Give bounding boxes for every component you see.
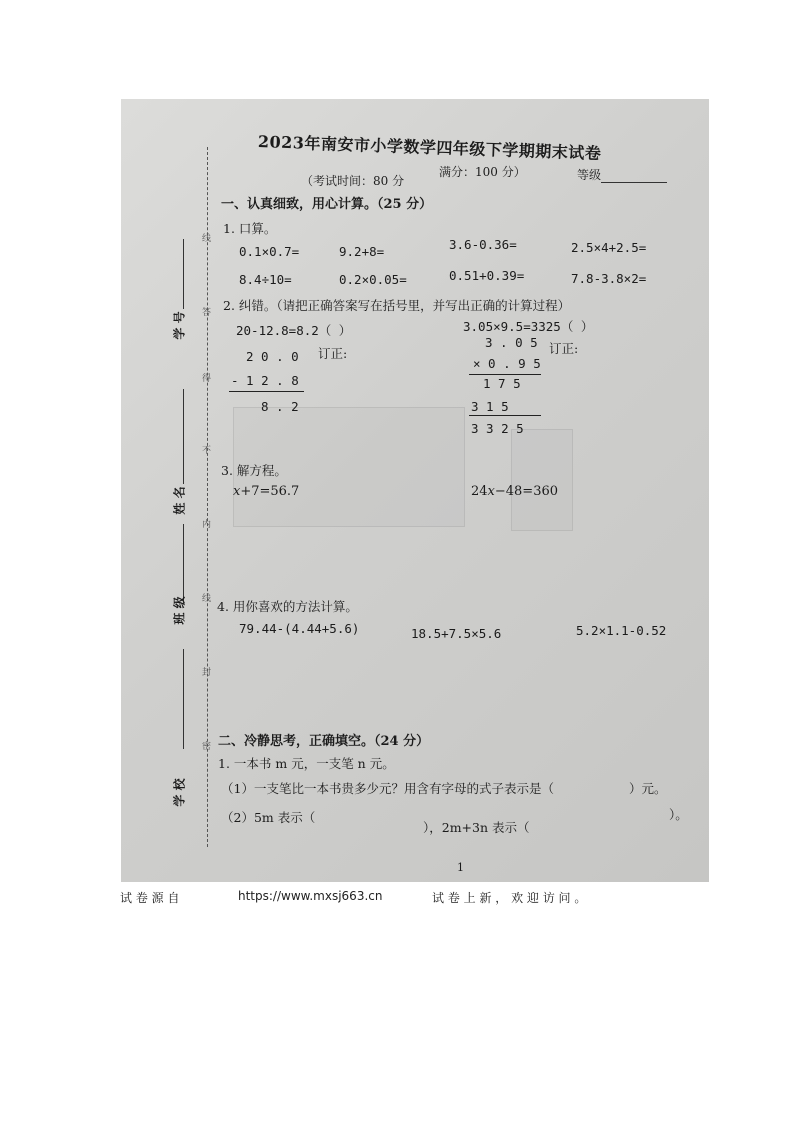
calc-item: 5.2×1.1-0.52 [576, 623, 667, 638]
oral-item: 0.1×0.7= [239, 244, 300, 259]
seal-char: 线 [202, 594, 212, 604]
grade-field [577, 166, 667, 183]
oral-item: 2.5×4+2.5= [571, 240, 647, 255]
vertical-calc-row: × 0 . 9 5 [473, 356, 541, 371]
vertical-calc-row: 3 . 0 5 [485, 335, 538, 350]
correction-left-fix: 订正: [318, 346, 348, 361]
correction-left-expr: 20-12.8=8.2（ ） [236, 323, 352, 338]
oral-item: 7.8-3.8×2= [571, 271, 647, 286]
q3-label: 3. 解方程。 [221, 463, 287, 478]
seal-char: 答 [202, 308, 212, 318]
grade-blank[interactable] [601, 170, 667, 183]
q4-label: 4. 用你喜欢的方法计算。 [217, 599, 358, 614]
vertical-calc-row: 3 3 2 5 [471, 421, 524, 436]
vertical-calc-row: 2 0 . 0 [246, 349, 299, 364]
name-label: 姓 名 [172, 486, 187, 515]
s2-sub2-mid: ），2m+3n 表示（ [423, 820, 530, 835]
correction-right-fix: 订正: [549, 341, 579, 356]
school-line[interactable] [183, 649, 184, 749]
grade-label: 等级 [577, 168, 602, 182]
name-line[interactable] [183, 389, 184, 484]
oral-item: 0.51+0.39= [449, 268, 525, 283]
oral-item: 0.2×0.05= [339, 272, 407, 287]
calc-rule [469, 374, 541, 375]
footer-welcome: 试 卷 上 新 ， 欢 迎 访 问 。 [432, 891, 587, 905]
calc-rule [229, 391, 304, 392]
page-number: 1 [457, 861, 464, 874]
s2-sub2-start: （2）5m 表示（ [221, 810, 316, 825]
full-score: 满分：100 分） [439, 165, 526, 179]
student-id-line[interactable] [183, 239, 184, 309]
equation-1: 𝑥+7=56.7 [233, 484, 300, 499]
section2-heading: 二、冷静思考，正确填空。（24 分） [218, 734, 430, 749]
vertical-calc-row: 1 7 5 [483, 376, 521, 391]
seal-char: 密 [202, 742, 212, 752]
footer-url[interactable]: https://www.mxsj663.cn [238, 889, 383, 903]
seal-char: 得 [202, 374, 212, 384]
class-line[interactable] [183, 524, 184, 604]
q1-label: 1. 口算。 [223, 221, 277, 236]
seal-char: 不 [202, 446, 212, 456]
seal-char: 内 [202, 520, 212, 530]
student-id-label: 学 号 [172, 311, 187, 340]
s2-q1: 1. 一本书 m 元，一支笔 n 元。 [218, 756, 395, 771]
s2-sub2-end: ）。 [669, 807, 688, 822]
oral-item: 9.2+8= [339, 244, 385, 259]
section1-heading: 一、认真细致，用心计算。（25 分） [221, 197, 433, 212]
exam-title: 2023年南安市小学数学四年级下学期期末试卷 [257, 132, 602, 163]
calc-item: 18.5+7.5×5.6 [411, 626, 502, 641]
class-label: 班 级 [172, 596, 187, 625]
equation-2: 24𝑥−48=360 [471, 484, 559, 499]
vertical-calc-row: - 1 2 . 8 [231, 373, 299, 388]
bleed-through-box [511, 429, 573, 531]
q2-label: 2. 纠错。（请把正确答案写在括号里，并写出正确的计算过程） [223, 298, 571, 313]
calc-item: 79.44-(4.44+5.6) [239, 621, 360, 636]
s2-sub1-start: （1）一支笔比一本书贵多少元？用含有字母的式子表示是（ [221, 781, 554, 796]
correction-right-expr: 3.05×9.5=3325（ ） [463, 319, 594, 334]
seal-char: 线 [202, 234, 212, 244]
school-label: 学 校 [172, 778, 187, 807]
exam-photo [121, 99, 709, 882]
exam-time: （考试时间：80 分 [301, 174, 405, 188]
vertical-calc-row: 8 . 2 [261, 399, 299, 414]
oral-item: 3.6-0.36= [449, 237, 517, 252]
seal-char: 封 [202, 668, 212, 678]
footer-source: 试 卷 源 自 [120, 891, 180, 905]
oral-item: 8.4÷10= [239, 272, 292, 287]
s2-sub1-end: ）元。 [629, 781, 667, 796]
vertical-calc-row: 3 1 5 [471, 399, 509, 414]
calc-rule [469, 415, 541, 416]
